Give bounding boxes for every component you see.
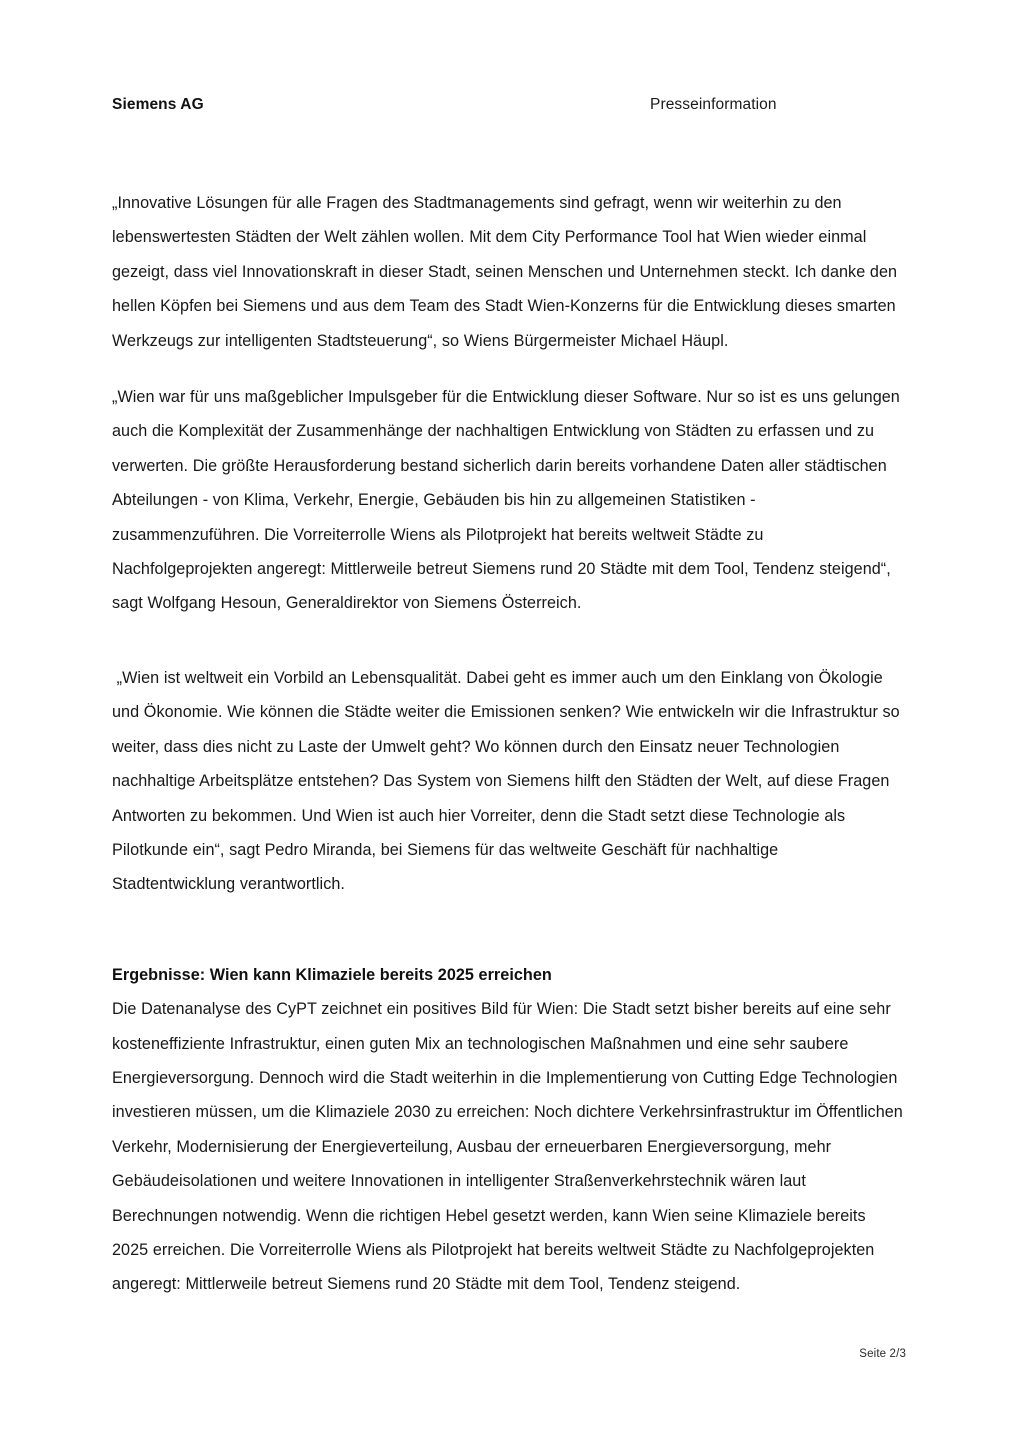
paragraph-section-results-body: Die Datenanalyse des CyPT zeichnet ein positives Bild für Wien: Die Stadt setzt bisher bereits auf eine sehr kosteneffiziente Infrastruktur, einen guten Mix an technologischen Maßnahmen und eine sehr saubere Energieversorgung. Dennoch wird die Stadt weiterhin in die Implementierung von Cutting Edge Technologien investieren müssen, um die Klimaziele 2030 zu erreichen: Noch dichtere Verkehrsinfrastruktur im Öffentlichen Verkehr, Modernisierung der Energieverteilung, Ausbau der erneuerbaren Energieversorgung, mehr Gebäudeisolationen und weitere Innovationen in intelligenter Straßenverkehrstechnik wären laut Berechnungen notwendig. Wenn die richtigen Hebel gesetzt werden, kann Wien seine Klimaziele bereits 2025 erreichen. Die Vorreiterrolle Wiens als Pilotprojekt hat bereits weltweit Städte zu Nachfolgeprojekten angeregt: Mittlerweile betreut Siemens rund 20 Städte mit dem Tool, Tendenz steigend. <box>112 1000 908 1294</box>
document-footer <box>112 1348 906 1360</box>
paragraph-quote-miranda: „Wien ist weltweit ein Vorbild an Lebensqualität. Dabei geht es immer auch um den Einklang von Ökologie und Ökonomie. Wie können die Städte weiter die Emissionen senken? Wie entwickeln wir die Infrastruktur so weiter, dass dies nicht zu Laste der Umwelt geht? Wo können durch den Einsatz neuer Technologien nachhaltige Arbeitsplätze entstehen? Das System von Siemens hilft den Städten der Welt, auf diese Fragen Antworten zu bekommen. Und Wien ist auch hier Vorreiter, denn die Stadt setzt diese Technologie als Pilotkunde ein“, sagt Pedro Miranda, bei Siemens für das weltweite Geschäft für nachhaltige Stadtentwicklung verantwortlich. <box>112 668 905 894</box>
document-header <box>112 96 906 120</box>
paragraph-quote-hesoun: „Wien war für uns maßgeblicher Impulsgeber für die Entwicklung dieser Software. Nur so ist es uns gelungen auch die Komplexität der Zusammenhänge der nachhaltigen Entwicklung von Städten zu erfassen und zu verwerten. Die größte Herausforderung bestand sicherlich darin bereits vorhandene Daten aller städtischen Abteilungen - von Klima, Verkehr, Energie, Gebäuden bis hin zu allgemeinen Statistiken - zusammenzuführen. Die Vorreiterrolle Wiens als Pilotprojekt hat bereits weltweit Städte zu Nachfolgeprojekten angeregt: Mittlerweile betreut Siemens rund 20 Städte mit dem Tool, Tendenz steigend“, sagt Wolfgang Hesoun, Generaldirektor von Siemens Österreich. <box>112 388 905 613</box>
header-company-name: Siemens AG <box>112 96 204 113</box>
header-document-type: Presseinformation <box>650 96 777 113</box>
section-heading-ergebnisse: Ergebnisse: Wien kann Klimaziele bereits 2025 erreichen <box>112 965 552 984</box>
paragraph-quote-haeupl: „Innovative Lösungen für alle Fragen des Stadtmanagements sind gefragt, wenn wir weiterhin zu den lebenswertesten Städten der Welt zählen wollen. Mit dem City Performance Tool hat Wien wieder einmal gezeigt, dass viel Innovationskraft in dieser Stadt, seinen Menschen und Unternehmen steckt. Ich danke den hellen Köpfen bei Siemens und aus dem Team des Stadt Wien-Konzerns für die Entwicklung dieses smarten Werkzeugs zur intelligenten Stadtsteuerung“, so Wiens Bürgermeister Michael Häupl. <box>112 194 902 350</box>
footer-page-number: Seite 2/3 <box>859 1348 906 1360</box>
document-body <box>112 186 908 1302</box>
